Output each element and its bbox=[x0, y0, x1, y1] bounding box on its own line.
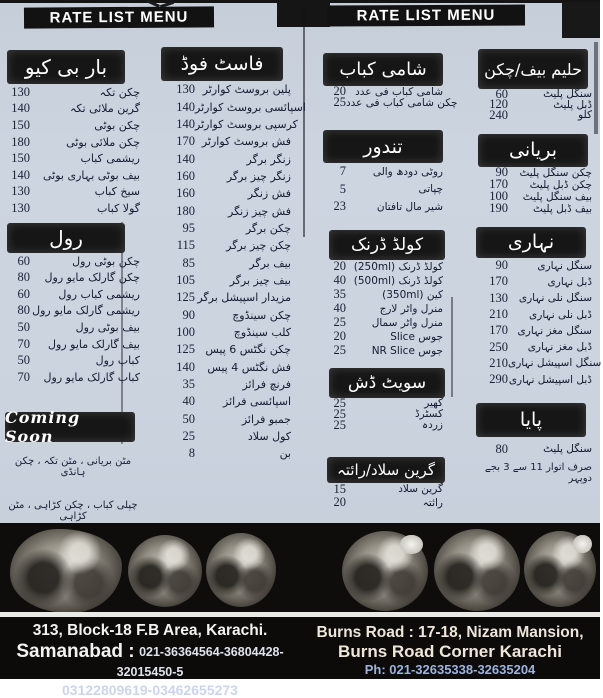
menu-item-row bbox=[315, 163, 445, 181]
menu-item-row bbox=[315, 496, 445, 510]
item-name: بیف بوٹی رول bbox=[75, 320, 140, 334]
menu-item-row bbox=[155, 428, 293, 445]
item-name: شیر مال تافتان bbox=[376, 200, 443, 213]
biryani-plate-photo bbox=[342, 531, 428, 611]
item-name: سنگل مغز نہاری bbox=[517, 324, 592, 337]
item-name: زنگر چیز برگر bbox=[226, 169, 291, 183]
menu-item-row bbox=[4, 336, 142, 353]
section-header: بریانی bbox=[478, 134, 588, 167]
branch-name: Samanabad : bbox=[16, 641, 135, 662]
item-name: ڈبل نلی نہاری bbox=[529, 308, 592, 321]
menu-item-row bbox=[315, 483, 445, 497]
menu-item-row bbox=[472, 355, 602, 371]
item-price: 140 bbox=[176, 359, 195, 374]
item-price: 250 bbox=[489, 339, 508, 354]
kabab-plate-photo bbox=[128, 535, 202, 607]
item-name: ڈبل مغز نہاری bbox=[527, 341, 592, 354]
address-block-samanabad bbox=[0, 617, 300, 698]
menu-item-row bbox=[155, 116, 298, 133]
menu-item-row bbox=[155, 220, 293, 237]
menu-item-row bbox=[315, 316, 445, 330]
item-name: بیف چیز برگر bbox=[229, 273, 291, 287]
item-name: فرنچ فرائز bbox=[242, 378, 291, 392]
burger-photo bbox=[10, 529, 122, 613]
menu-item-row bbox=[315, 344, 445, 358]
menu-item-row bbox=[472, 323, 594, 339]
item-name: اسپائسی بروسٹ کوارٹر bbox=[195, 100, 306, 114]
item-price: 60 bbox=[17, 286, 30, 301]
item-price: 25 bbox=[333, 395, 346, 410]
menu-item-row bbox=[315, 417, 445, 432]
rate-list-title-left bbox=[24, 6, 214, 28]
item-price: 23 bbox=[333, 199, 346, 214]
menu-item-row bbox=[4, 352, 142, 369]
item-price: 70 bbox=[17, 369, 30, 384]
item-name: کھیر bbox=[424, 397, 443, 409]
haleem-plate-photo bbox=[434, 529, 520, 611]
item-name: گرین سلاد bbox=[398, 483, 443, 496]
section-header: حلیم بیف/چکن bbox=[478, 49, 588, 89]
item-price: 210 bbox=[489, 307, 508, 322]
menu-item-row bbox=[155, 237, 293, 254]
item-name: کلو bbox=[578, 109, 592, 122]
item-price: 40 bbox=[333, 301, 346, 315]
item-price: 90 bbox=[495, 165, 508, 179]
menu-item-row bbox=[315, 181, 445, 199]
menu-item-row bbox=[472, 203, 594, 215]
item-price: 15 bbox=[333, 481, 346, 496]
item-name: چکن برگر bbox=[245, 221, 291, 235]
item-name: زردہ bbox=[422, 419, 443, 431]
rate-list-title-text: RATE LIST MENU bbox=[49, 8, 189, 27]
scan-edge-smudge bbox=[594, 42, 598, 134]
menu-item-row bbox=[155, 98, 306, 115]
footer-band bbox=[0, 617, 600, 698]
item-price: 90 bbox=[495, 258, 508, 273]
item-name: جوس Slice bbox=[390, 330, 443, 343]
menu-item-row bbox=[4, 200, 142, 217]
section-header: Coming Soon bbox=[5, 412, 135, 442]
menu-item-row bbox=[315, 260, 445, 274]
item-price: 140 bbox=[11, 167, 30, 182]
item-price: 180 bbox=[11, 134, 30, 149]
item-name: ریشمی کباب رول bbox=[58, 287, 140, 301]
item-price: 80 bbox=[495, 441, 508, 456]
item-price: 60 bbox=[17, 253, 30, 268]
item-price: 20 bbox=[333, 84, 346, 98]
menu-item-row bbox=[472, 258, 594, 274]
item-name: کرسپی بروسٹ کوارٹر bbox=[195, 117, 298, 131]
item-price: 160 bbox=[176, 186, 195, 201]
item-name: چکن سنگل پلیٹ bbox=[519, 166, 592, 179]
item-price: 180 bbox=[176, 203, 195, 218]
item-name: کین (350ml) bbox=[382, 288, 443, 301]
item-name: اسپائسی فرائز bbox=[223, 395, 291, 409]
menu-item-row bbox=[155, 185, 293, 202]
section-header: نہاری bbox=[476, 227, 586, 258]
menu-item-row bbox=[4, 134, 142, 151]
item-name: منرل واٹر لارج bbox=[379, 302, 443, 315]
menu-item-row bbox=[155, 359, 293, 376]
item-price: 105 bbox=[176, 272, 195, 287]
item-name: بن bbox=[279, 447, 291, 461]
item-price: 115 bbox=[176, 238, 195, 253]
item-price: 40 bbox=[182, 394, 195, 409]
menu-item-row bbox=[155, 445, 293, 462]
menu-item-row bbox=[155, 202, 293, 219]
item-price: 210 bbox=[489, 355, 508, 370]
item-name: چکن گارلک مایو رول bbox=[44, 271, 140, 285]
item-name: بیف بوٹی بہاری بوٹی bbox=[43, 168, 140, 182]
section-note: صرف اتوار 11 سے 3 بجے دوپہر bbox=[484, 461, 592, 484]
menu-item-row bbox=[155, 289, 293, 306]
item-price: 170 bbox=[176, 134, 195, 149]
item-price: 170 bbox=[489, 323, 508, 338]
menu-item-row bbox=[4, 369, 142, 386]
menu-item-row bbox=[315, 274, 445, 288]
menu-item-row bbox=[155, 150, 293, 167]
section-header: گرین سلاد/رائتہ bbox=[327, 457, 445, 483]
item-price: 140 bbox=[11, 101, 30, 116]
item-price: 130 bbox=[489, 290, 508, 305]
item-price: 35 bbox=[182, 377, 195, 392]
item-price: 170 bbox=[489, 177, 508, 191]
menu-item-row bbox=[155, 411, 293, 428]
phone-numbers: Ph: 021-32635338-32635204 bbox=[364, 662, 536, 677]
menu-item-row bbox=[4, 150, 142, 167]
menu-item-row bbox=[155, 81, 293, 98]
item-price: 100 bbox=[176, 324, 195, 339]
item-price: 50 bbox=[182, 411, 195, 426]
nihari-plate-photo bbox=[524, 531, 596, 607]
menu-item-row bbox=[315, 302, 445, 316]
item-name: گرین ملائی تکہ bbox=[69, 102, 140, 116]
item-price: 5 bbox=[339, 181, 346, 196]
section-header: بار بی کیو bbox=[7, 50, 125, 84]
section-header: کولڈ ڈرنک bbox=[329, 230, 445, 260]
menu-item-row bbox=[315, 198, 445, 216]
menu-item-row bbox=[4, 184, 142, 201]
menu-item-row bbox=[4, 84, 142, 101]
item-name: جمبو فرائز bbox=[241, 412, 291, 426]
menu-item-row bbox=[4, 167, 142, 184]
item-name: بیف گارلک مایو رول bbox=[48, 337, 140, 351]
item-price: 20 bbox=[333, 329, 346, 343]
item-name: چکن چیز برگر bbox=[226, 239, 291, 253]
address-line: 313, Block-18 F.B Area, Karachi. bbox=[32, 622, 268, 639]
item-price: 240 bbox=[489, 107, 508, 122]
item-price: 7 bbox=[339, 164, 346, 179]
item-name: کباب گارلک مایو رول bbox=[43, 370, 140, 384]
item-name: سنگل پلیٹ bbox=[543, 443, 592, 456]
item-name: چکن ملائی بوٹی bbox=[66, 135, 140, 149]
item-price: 170 bbox=[489, 274, 508, 289]
item-name: ریشمی کباب bbox=[80, 152, 140, 166]
item-name: چکن نگٹس 6 پیس bbox=[205, 343, 291, 357]
item-price: 20 bbox=[333, 495, 346, 510]
menu-column-barbq-roll bbox=[4, 50, 142, 522]
menu-item-row bbox=[315, 95, 458, 109]
menu-item-row bbox=[155, 272, 293, 289]
item-name: پلین بروسٹ کوارٹر bbox=[202, 83, 291, 97]
menu-item-row bbox=[4, 269, 142, 286]
item-price: 40 bbox=[333, 273, 346, 287]
section-header: پایا bbox=[476, 403, 586, 437]
item-name: ڈبل نہاری bbox=[547, 275, 592, 288]
address-line: Burns Road : 17-18, Nizam Mansion, bbox=[316, 624, 584, 641]
item-name: بیف سنگل پلیٹ bbox=[522, 190, 592, 203]
item-name: فش نگٹس 4 پیس bbox=[207, 360, 291, 374]
item-name: بیف ڈبل پلیٹ bbox=[532, 202, 592, 215]
item-name: چکن تکہ bbox=[99, 85, 140, 99]
item-price: 125 bbox=[176, 290, 195, 305]
phone-numbers: 021-36364564-36804428-32015450-5 bbox=[116, 645, 284, 679]
menu-item-row bbox=[4, 117, 142, 134]
item-name: کسٹرڈ bbox=[414, 408, 443, 420]
item-name: چکن بوٹی رول bbox=[72, 254, 140, 268]
item-name: کولڈ ڈرنک (250ml) bbox=[353, 260, 443, 273]
item-name: زنگر برگر bbox=[246, 152, 291, 166]
item-name: چکن سینڈوچ bbox=[232, 308, 291, 322]
item-name: فش زنگر bbox=[247, 187, 291, 201]
item-name: سنگل نلی نہاری bbox=[518, 292, 592, 305]
item-price: 25 bbox=[333, 343, 346, 357]
item-price: 140 bbox=[176, 116, 195, 131]
menu-item-row bbox=[155, 341, 293, 358]
menu-item-row bbox=[155, 168, 293, 185]
item-name: ڈبل اسپیشل نہاری bbox=[508, 373, 592, 386]
item-name: کولڈ ڈرنک (500ml) bbox=[353, 274, 443, 287]
fold-crease-line bbox=[303, 3, 305, 237]
menu-item-row bbox=[472, 443, 594, 456]
item-price: 35 bbox=[333, 287, 346, 301]
section-header: شامی کباب bbox=[323, 53, 443, 86]
section-header: تندور bbox=[323, 130, 443, 163]
item-price: 20 bbox=[333, 259, 346, 273]
menu-item-row bbox=[472, 274, 594, 290]
coming-soon-line: مٹن بریانی ، مٹن تکہ ، چکن ہانڈی bbox=[14, 455, 132, 478]
item-name: ڈبل پلیٹ bbox=[553, 98, 592, 111]
item-price: 140 bbox=[176, 151, 195, 166]
menu-item-row bbox=[472, 372, 594, 388]
item-name: چکن بوٹی bbox=[94, 118, 140, 132]
fold-crease-line bbox=[451, 297, 453, 397]
phone-numbers: 03122809619-03462655273 bbox=[62, 682, 238, 698]
rate-list-title-right bbox=[327, 4, 525, 26]
item-name: کباب رول bbox=[95, 354, 140, 368]
item-price: 125 bbox=[176, 342, 195, 357]
item-name: شامی کباب فی عدد bbox=[355, 85, 443, 98]
item-price: 25 bbox=[333, 95, 346, 109]
menu-column-haleem-biryani-nihari bbox=[472, 49, 602, 484]
item-price: 80 bbox=[17, 270, 30, 285]
item-name: روٹی دودھ والی bbox=[372, 165, 443, 178]
scan-corner-block bbox=[562, 2, 600, 38]
item-price: 100 bbox=[489, 189, 508, 203]
menu-column-fast-food bbox=[155, 47, 306, 463]
item-name: کول سلاد bbox=[247, 430, 291, 444]
menu-item-row bbox=[155, 306, 293, 323]
section-header: رول bbox=[7, 223, 125, 253]
item-price: 85 bbox=[182, 255, 195, 270]
rate-list-title-text: RATE LIST MENU bbox=[356, 6, 496, 25]
item-name: سنگل پلیٹ bbox=[543, 88, 592, 101]
menu-item-row bbox=[472, 290, 594, 306]
item-price: 95 bbox=[182, 220, 195, 235]
item-price: 190 bbox=[489, 201, 508, 215]
item-name: چپاتی bbox=[418, 183, 443, 196]
item-name: ریشمی گارلک مایو رول bbox=[32, 304, 140, 318]
menu-item-row bbox=[315, 330, 445, 344]
item-name: کلب سینڈوچ bbox=[233, 325, 291, 339]
menu-column-shami-tandoor-drinks bbox=[315, 53, 458, 510]
menu-item-row bbox=[4, 319, 142, 336]
menu-item-row bbox=[4, 101, 142, 118]
item-price: 150 bbox=[11, 117, 30, 132]
menu-item-row bbox=[4, 253, 142, 270]
menu-item-row bbox=[155, 376, 293, 393]
item-name: جوس NR Slice bbox=[371, 344, 443, 357]
item-price: 50 bbox=[17, 353, 30, 368]
menu-item-row bbox=[155, 324, 293, 341]
address-line: Burns Road Corner Karachi bbox=[338, 642, 562, 661]
item-name: بیف برگر bbox=[249, 256, 291, 270]
menu-item-row bbox=[155, 254, 293, 271]
menu-item-row bbox=[155, 133, 293, 150]
menu-item-row bbox=[472, 306, 594, 322]
food-photos-band bbox=[0, 523, 600, 612]
item-price: 130 bbox=[11, 200, 30, 215]
item-name: رائتہ bbox=[422, 496, 443, 509]
address-block-burns-road bbox=[300, 617, 600, 679]
item-price: 8 bbox=[188, 446, 195, 461]
item-price: 25 bbox=[333, 315, 346, 329]
curry-plate-photo bbox=[206, 533, 276, 607]
item-name: چکن شامی کباب فی عدد bbox=[346, 96, 458, 109]
item-price: 130 bbox=[11, 184, 30, 199]
section-header: فاسٹ فوڈ bbox=[161, 47, 283, 81]
item-name: سیخ کباب bbox=[94, 185, 140, 199]
item-price: 130 bbox=[176, 82, 195, 97]
item-price: 130 bbox=[11, 84, 30, 99]
item-name: منرل واٹر سمال bbox=[371, 316, 443, 329]
item-name: فش چیز زنگر bbox=[228, 204, 291, 218]
item-price: 70 bbox=[17, 336, 30, 351]
item-price: 25 bbox=[333, 406, 346, 421]
item-price: 50 bbox=[17, 319, 30, 334]
menu-item-row bbox=[472, 107, 594, 122]
branch-phone-line bbox=[0, 641, 300, 681]
item-price: 290 bbox=[489, 372, 508, 387]
item-price: 90 bbox=[182, 307, 195, 322]
item-price: 25 bbox=[333, 417, 346, 432]
item-price: 80 bbox=[17, 303, 30, 318]
item-price: 150 bbox=[11, 151, 30, 166]
menu-item-row bbox=[4, 303, 142, 320]
item-name: مزیدار اسپیشل برگر bbox=[197, 291, 291, 305]
section-header: سویٹ ڈش bbox=[329, 368, 445, 398]
item-price: 160 bbox=[176, 168, 195, 183]
item-name: چکن ڈبل پلیٹ bbox=[529, 178, 592, 191]
menu-item-row bbox=[472, 339, 594, 355]
item-name: فش بروسٹ کوارٹر bbox=[201, 135, 291, 149]
menu-item-row bbox=[155, 393, 293, 410]
item-name: سنگل نہاری bbox=[537, 259, 592, 272]
coming-soon-line: چپلی کباب ، چکن کڑاہی ، مٹن کڑاہی bbox=[8, 499, 138, 522]
item-price: 120 bbox=[489, 97, 508, 112]
menu-item-row bbox=[315, 288, 445, 302]
item-price: 25 bbox=[182, 429, 195, 444]
item-price: 140 bbox=[176, 99, 195, 114]
item-price: 60 bbox=[495, 86, 508, 101]
menu-item-row bbox=[4, 286, 142, 303]
item-name: گولا کباب bbox=[97, 201, 140, 215]
item-name: سنگل اسپیشل نہاری bbox=[508, 357, 602, 370]
